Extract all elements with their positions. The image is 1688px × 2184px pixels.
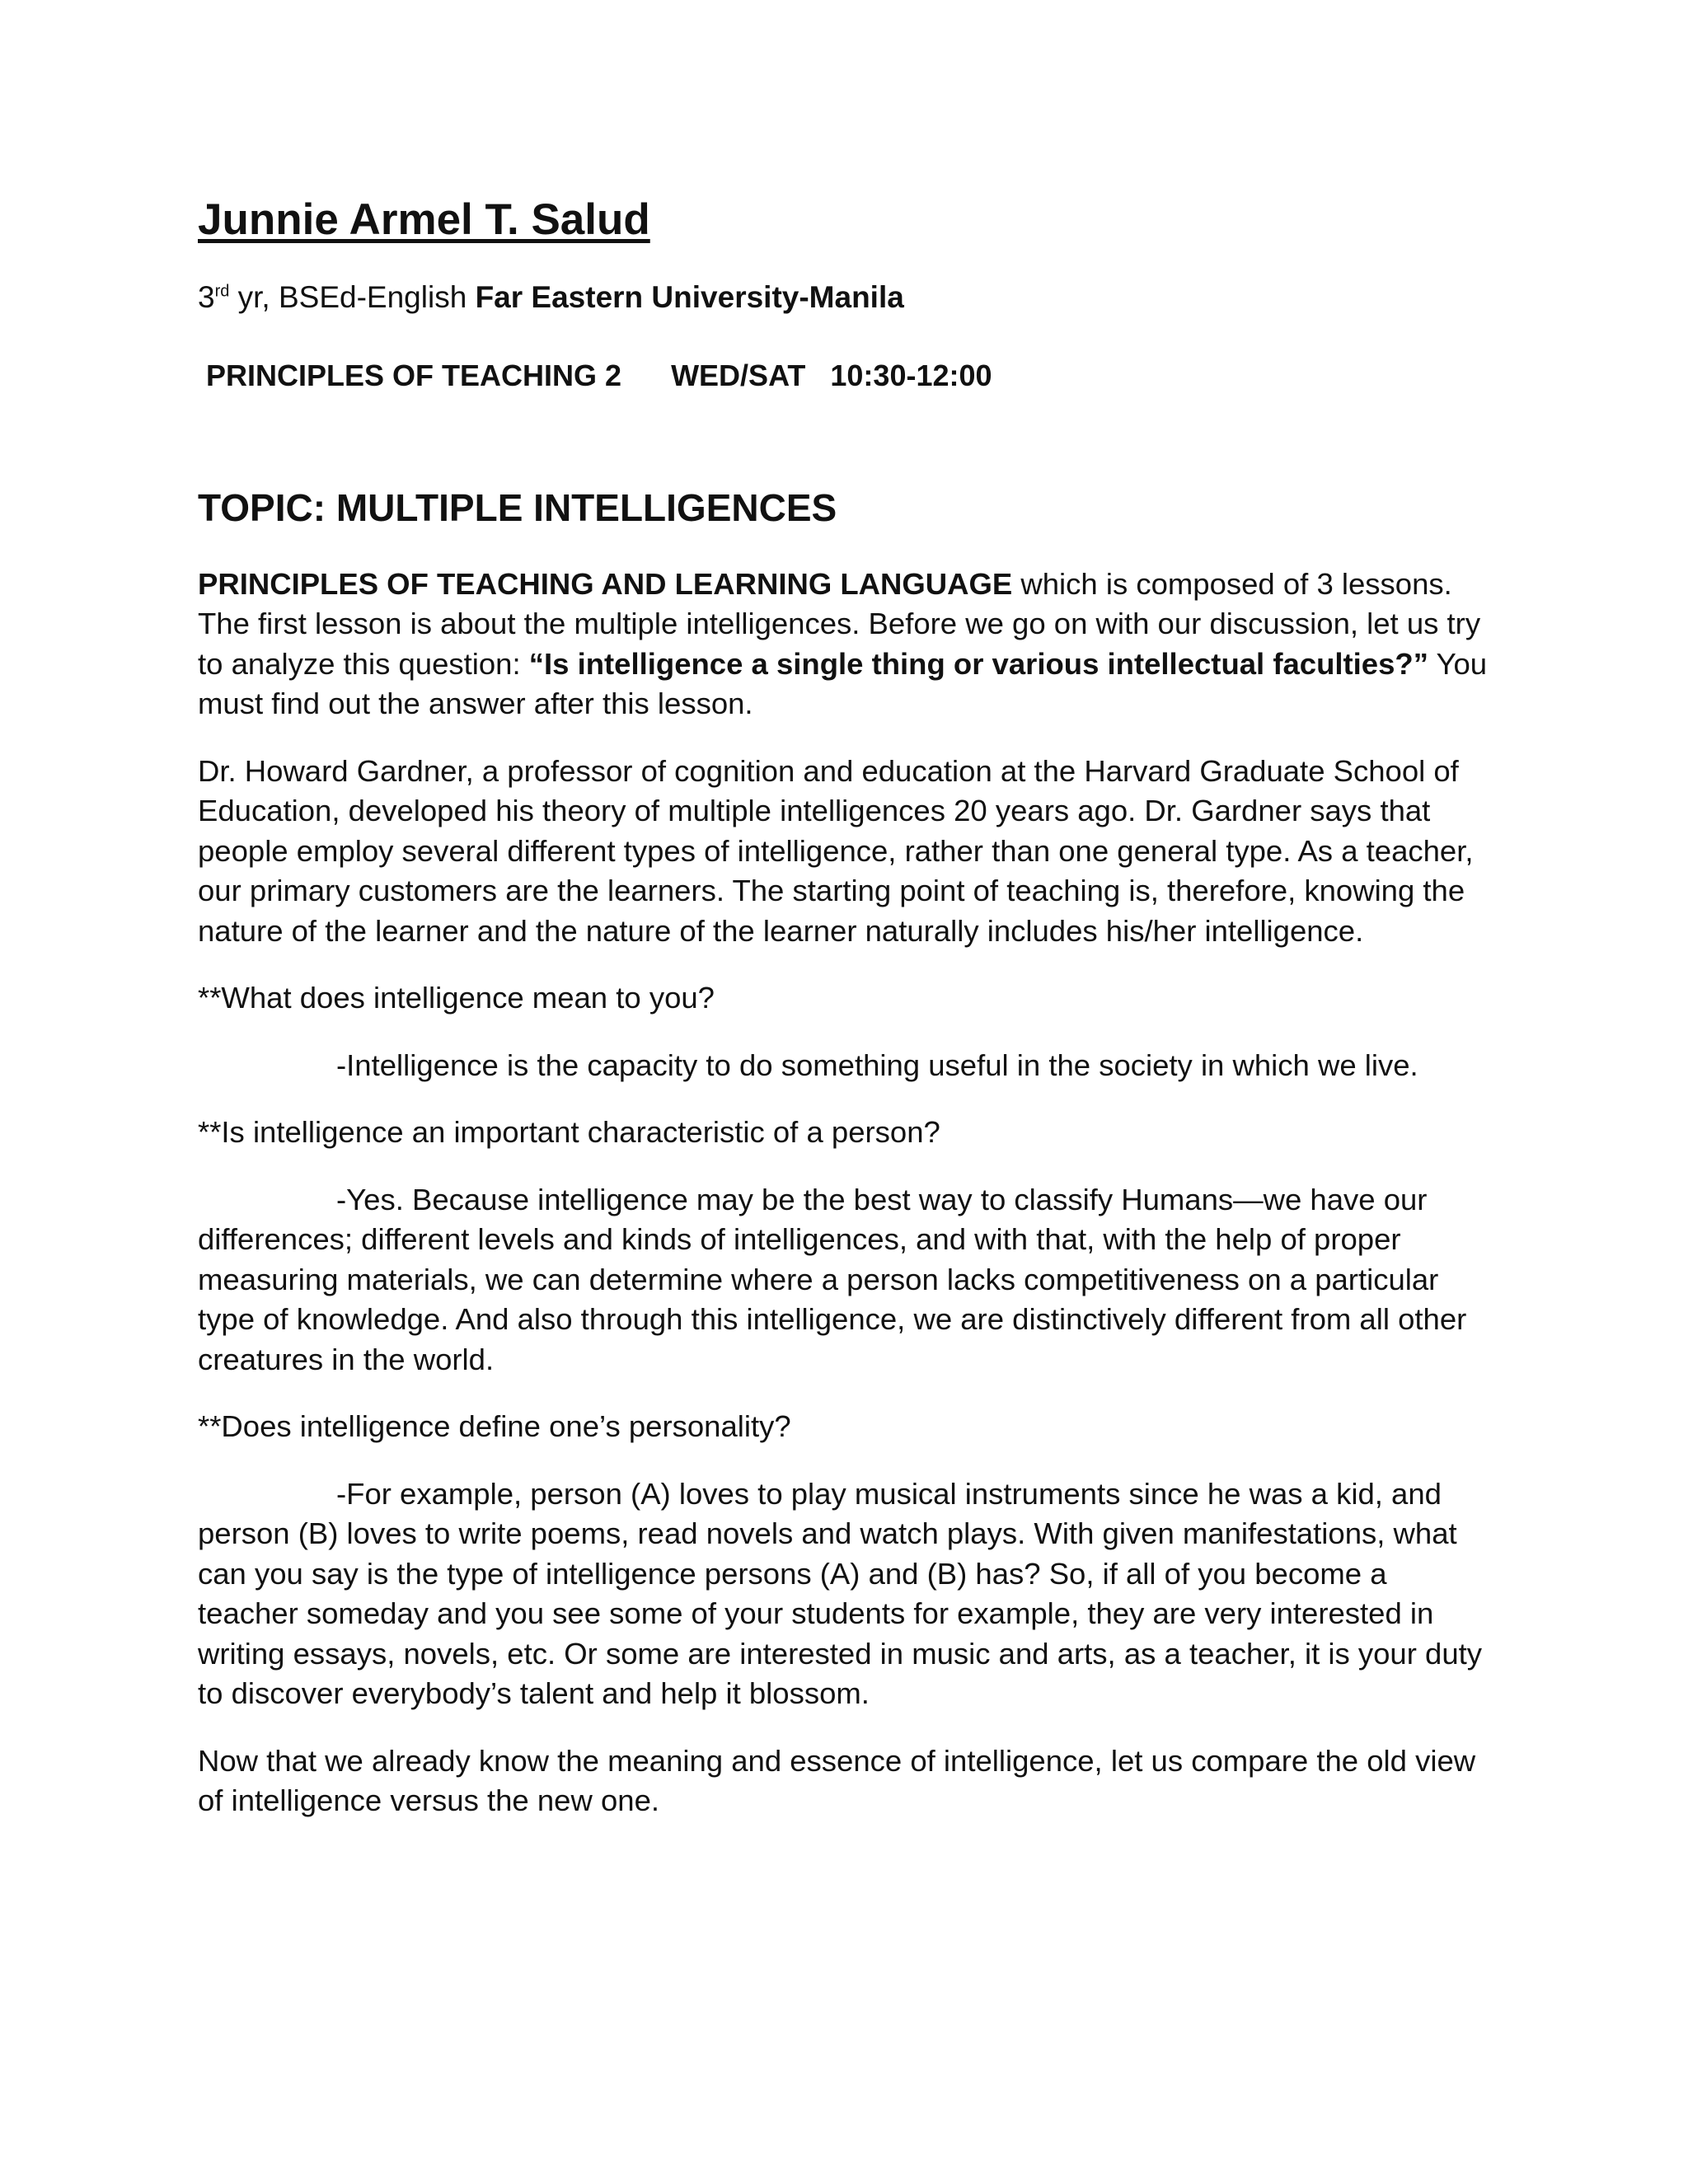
program-text: yr, BSEd-English [229, 279, 476, 314]
year-number: 3 [198, 279, 215, 314]
author-name: Junnie Armel T. Salud [198, 195, 650, 244]
intro-text: which is composed of 3 lessons. The first lesson is about the multiple intelligences. Before we go on with our discussion, let us try to analyze this question: [198, 566, 1481, 681]
answer-3: -For example, person (A) loves to play musical instruments since he was a kid, and person (B) loves to write poems, read novels and watch plays. With given manifestations, what can you say is the type of intelligence persons (A) and (B) has? So, if all of you become a teacher someday and you see some of your students for example, they are very interested in writing essays, novels, etc. Or some are interested in music and arts, as a teacher, it is your duty to discover everybody’s talent and help it blossom. [198, 1476, 1483, 1711]
course-schedule-line: PRINCIPLES OF TEACHING 2 WED/SAT 10:30-12:00 [206, 358, 992, 392]
question-3: **Does intelligence define one’s personality? [198, 1409, 791, 1444]
question-1: **What does intelligence mean to you? [198, 981, 715, 1015]
question-2: **Is intelligence an important characteristic of a person? [198, 1115, 940, 1150]
intro-end-text: You must find out the answer after this lesson. [198, 646, 1488, 721]
gardner-paragraph: Dr. Howard Gardner, a professor of cognition and education at the Harvard Graduate School of Education, developed his theory of multiple intelligences 20 years ago. Dr. Gardner says that people employ several different types of intelligence, rather than one general type. As a teacher, our primary customers are the learners. The starting point of teaching is, therefore, knowing the nature of the learner and the nature of the learner naturally includes his/her intelligence. [198, 753, 1474, 948]
intro-question: “Is intelligence a single thing or various intellectual faculties?” [528, 646, 1428, 681]
intro-bold-title: PRINCIPLES OF TEACHING AND LEARNING LANGUAGE [198, 566, 1013, 601]
answer-1: -Intelligence is the capacity to do something useful in the society in which we live. [336, 1047, 1418, 1082]
closing-paragraph: Now that we already know the meaning and essence of intelligence, let us compare the old view of intelligence versus the new one. [198, 1743, 1476, 1818]
year-ordinal-suffix: rd [214, 282, 230, 301]
university-name: Far Eastern University-Manila [475, 279, 904, 314]
answer-2: -Yes. Because intelligence may be the best way to classify Humans—we have our differences; different levels and kinds of intelligences, and with that, with the help of proper measuring materials, we can determine where a person lacks competitiveness on a particular type of knowledge. And also through this intelligence, we are distinctively different from all other creatures in the world. [198, 1182, 1467, 1376]
topic-heading: TOPIC: MULTIPLE INTELLIGENCES [198, 486, 837, 530]
student-info-line [198, 278, 1490, 317]
intro-paragraph [198, 565, 1490, 724]
